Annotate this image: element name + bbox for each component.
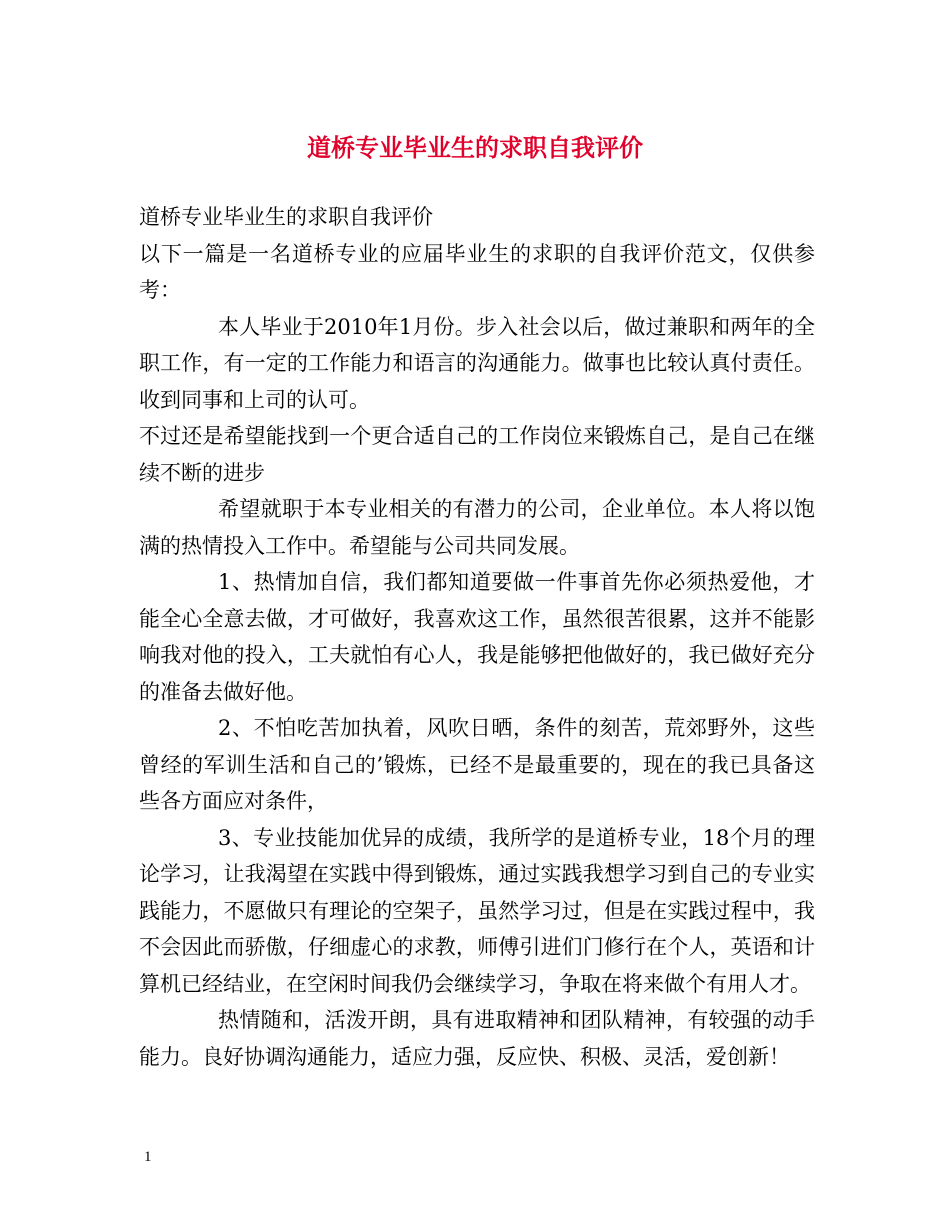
- paragraph-hope: 不过还是希望能找到一个更合适自己的工作岗位来锻炼自己，是自己在继续不断的进步: [139, 424, 815, 485]
- paragraph-subtitle: 道桥专业毕业生的求职自我评价: [139, 205, 433, 229]
- paragraph-intro: 以下一篇是一名道桥专业的应届毕业生的求职的自我评价范文，仅供参考：: [139, 241, 815, 302]
- paragraph-point-1: 1、热情加自信，我们都知道要做一件事首先你必须热爱他，才能全心全意去做，才可做好，我喜欢这工作，虽然很苦很累，这并不能影响我对他的投入，工夫就怕有心人，我是能够把他做好的，我已做好充分的准备去做好他。: [139, 570, 815, 704]
- document-body: [139, 199, 815, 1075]
- document-title: 道桥专业毕业生的求职自我评价: [307, 133, 643, 162]
- paragraph-employment-goal: 希望就职于本专业相关的有潜力的公司，企业单位。本人将以饱满的热情投入工作中。希望能与公司共同发展。: [139, 497, 815, 558]
- paragraph-graduation: 本人毕业于2010年1月份。步入社会以后，做过兼职和两年的全职工作，有一定的工作能力和语言的沟通能力。做事也比较认真付责任。收到同事和上司的认可。: [139, 314, 815, 412]
- page-number: 1: [144, 1149, 152, 1165]
- paragraph-point-2: 2、不怕吃苦加执着，风吹日晒，条件的刻苦，荒郊野外，这些曾经的军训生活和自己的’锻炼，已经不是最重要的，现在的我已具备这些各方面应对条件，: [139, 716, 815, 813]
- paragraph-point-3: 3、专业技能加优异的成绩，我所学的是道桥专业，18个月的理论学习，让我渴望在实践中得到锻炼，通过实践我想学习到自己的专业实践能力，不愿做只有理论的空架子，虽然学习过，但是在实践过程中，我不会因此而骄傲，仔细虚心的求教，师傅引进们门修行在个人，英语和计算机已经结业，在空闲时间我仍会继续学习，争取在将来做个有用人才。: [139, 825, 815, 996]
- paragraph-personality: 热情随和，活泼开朗，具有进取精神和团队精神，有较强的动手能力。良好协调沟通能力，适应力强，反应快、积极、灵活，爱创新！: [139, 1008, 815, 1069]
